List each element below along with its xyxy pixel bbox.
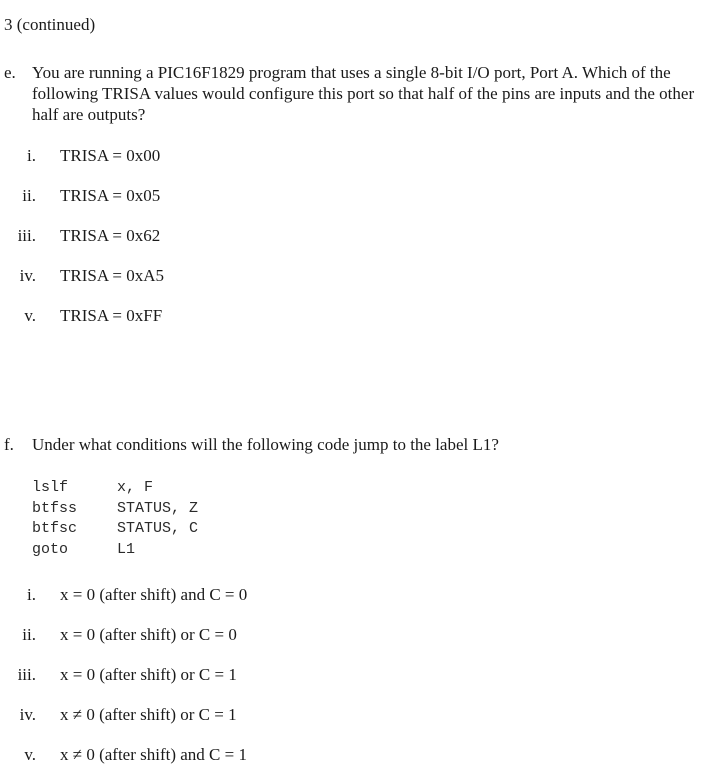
option-f-i [0,584,400,605]
option-number: iv. [19,705,36,724]
option-e-i [0,145,400,166]
option-e-v [0,305,400,326]
option-f-iv [0,704,400,725]
option-f-iii [0,664,400,685]
code-instruction: btfsc [32,520,78,537]
option-number: ii. [22,625,36,644]
option-number: ii. [22,186,36,205]
question-f-text: Under what conditions will the following code jump to the label L1? [32,435,499,454]
option-text: x ≠ 0 (after shift) or C = 1 [60,705,237,724]
code-instruction: lslf [32,479,69,496]
option-e-ii [0,185,400,206]
question-e-letter: e. [4,63,16,82]
option-e-iii [0,225,400,246]
option-e-iv [0,265,400,286]
option-text: TRISA = 0x00 [60,146,161,165]
question-e-text: You are running a PIC16F1829 program that uses a single 8-bit I/O port, Port A. Which of the following TRISA values would configure this port so that half of the pins are inputs and the other half are outputs? [32,63,695,124]
option-text: x = 0 (after shift) or C = 1 [60,665,237,684]
code-operand: x, F [117,479,154,496]
code-operand: STATUS, Z [117,499,199,517]
option-f-v [0,744,400,765]
code-instruction: goto [32,540,69,558]
option-text: x = 0 (after shift) or C = 0 [60,625,237,644]
option-text: x ≠ 0 (after shift) and C = 1 [60,745,247,764]
code-operand: L1 [117,540,136,558]
code-instruction: btfss [32,499,78,517]
option-text: TRISA = 0xFF [60,306,163,325]
page-header: 3 (continued) [4,15,96,34]
option-text: x = 0 (after shift) and C = 0 [60,585,248,604]
option-number: v. [24,745,36,764]
option-number: iii. [17,665,36,684]
option-number: i. [27,146,36,165]
option-number: i. [27,585,36,604]
option-text: TRISA = 0xA5 [60,266,165,285]
code-operand: STATUS, C [117,520,199,537]
option-number: iii. [17,226,36,245]
question-f-letter: f. [4,435,14,454]
option-number: iv. [19,266,36,285]
option-text: TRISA = 0x05 [60,186,161,205]
option-f-ii [0,624,400,645]
option-number: v. [24,306,36,325]
option-text: TRISA = 0x62 [60,226,161,245]
